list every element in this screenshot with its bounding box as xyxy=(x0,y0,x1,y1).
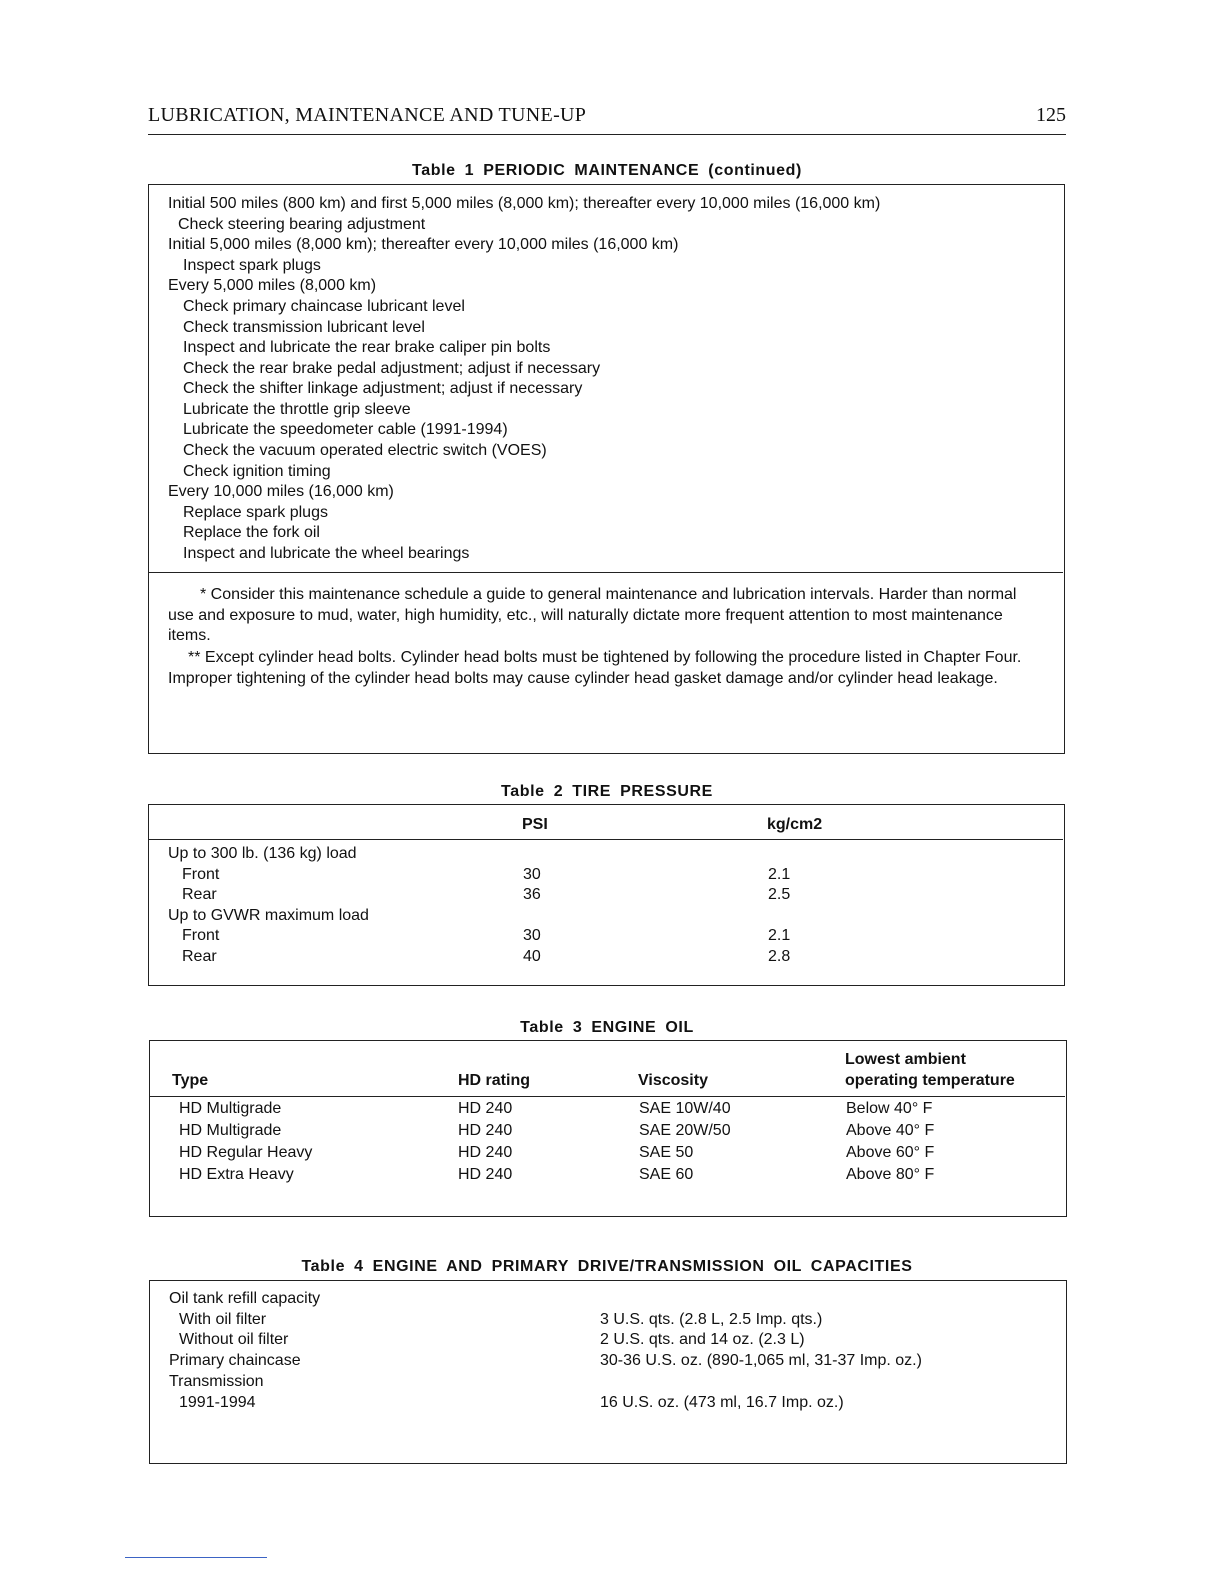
table3-viscosity: SAE 20W/50 xyxy=(639,1122,731,1139)
table3-viscosity: SAE 50 xyxy=(639,1144,694,1161)
table1-line: Initial 500 miles (800 km) and first 5,000 miles (8,000 km); thereafter every 10,000 miles (16,000 km) xyxy=(168,195,881,212)
table3-header-rule xyxy=(150,1096,1065,1097)
table1-line: Check steering bearing adjustment xyxy=(178,216,426,233)
table2-psi-value: 40 xyxy=(523,948,541,965)
table3-viscosity: SAE 60 xyxy=(639,1166,694,1183)
page-number: 125 xyxy=(1036,104,1066,126)
table3-header-type: Type xyxy=(172,1072,209,1089)
table3-header-temp: Lowest ambient xyxy=(845,1051,966,1068)
table1-line: Check ignition timing xyxy=(183,463,331,480)
table2-box xyxy=(148,804,1065,986)
table4-value: 3 U.S. qts. (2.8 L, 2.5 Imp. qts.) xyxy=(600,1311,823,1328)
table1-line: Every 10,000 miles (16,000 km) xyxy=(168,483,394,500)
table2-caption: Table 2 TIRE PRESSURE xyxy=(501,783,713,800)
table1-line: Check primary chaincase lubricant level xyxy=(183,298,465,315)
table3-temp: Above 80° F xyxy=(846,1166,935,1183)
page-header-title: LUBRICATION, MAINTENANCE AND TUNE-UP xyxy=(148,104,587,126)
table4-label: Primary chaincase xyxy=(169,1352,301,1369)
table3-rating: HD 240 xyxy=(458,1144,513,1161)
table2-row-label: Front xyxy=(182,866,220,883)
table2-row-label: Rear xyxy=(182,948,217,965)
table4-label: 1991-1994 xyxy=(179,1394,256,1411)
table2-row-label: Rear xyxy=(182,886,217,903)
table3-type: HD Multigrade xyxy=(179,1122,282,1139)
bottom-rule xyxy=(125,1557,267,1558)
table2-header-psi: PSI xyxy=(522,816,548,833)
table2-row-label: Up to GVWR maximum load xyxy=(168,907,369,924)
table2-header-kgcm2: kg/cm2 xyxy=(767,816,823,833)
table3-temp: Below 40° F xyxy=(846,1100,933,1117)
table2-psi-value: 30 xyxy=(523,927,541,944)
table4-label: With oil filter xyxy=(179,1311,267,1328)
table2-kg-value: 2.1 xyxy=(768,866,791,883)
table1-line: Inspect and lubricate the rear brake caliper pin bolts xyxy=(183,339,551,356)
table2-row-label: Up to 300 lb. (136 kg) load xyxy=(168,845,357,862)
table4-label: Without oil filter xyxy=(179,1331,289,1348)
table1-line: Replace the fork oil xyxy=(183,524,320,541)
table3-type: HD Extra Heavy xyxy=(179,1166,294,1183)
table2-kg-value: 2.8 xyxy=(768,948,791,965)
table1-line: Inspect and lubricate the wheel bearings xyxy=(183,545,470,562)
table1-line: Check transmission lubricant level xyxy=(183,319,425,336)
table4-value: 30-36 U.S. oz. (890-1,065 ml, 31-37 Imp. oz.) xyxy=(600,1352,922,1369)
table4-label: Oil tank refill capacity xyxy=(169,1290,321,1307)
table4-box xyxy=(149,1280,1067,1464)
table2-psi-value: 30 xyxy=(523,866,541,883)
table3-temp: Above 60° F xyxy=(846,1144,935,1161)
table2-kg-value: 2.5 xyxy=(768,886,791,903)
table1-line: Initial 5,000 miles (8,000 km); thereafter every 10,000 miles (16,000 km) xyxy=(168,236,679,253)
table4-label: Transmission xyxy=(169,1373,264,1390)
table3-rating: HD 240 xyxy=(458,1122,513,1139)
table4-caption: Table 4 ENGINE AND PRIMARY DRIVE/TRANSMISSION OIL CAPACITIES xyxy=(301,1258,913,1275)
table1-line: Check the rear brake pedal adjustment; adjust if necessary xyxy=(183,360,601,377)
table1-line: Lubricate the throttle grip sleeve xyxy=(183,401,411,418)
table3-caption: Table 3 ENGINE OIL xyxy=(520,1019,694,1036)
table1-line: Inspect spark plugs xyxy=(183,257,321,274)
table3-header-temp: operating temperature xyxy=(845,1072,1015,1089)
table1-line: Every 5,000 miles (8,000 km) xyxy=(168,277,377,294)
table1-line: Check the shifter linkage adjustment; adjust if necessary xyxy=(183,380,583,397)
table3-header-rating: HD rating xyxy=(458,1072,530,1089)
table1-line: Lubricate the speedometer cable (1991-1994) xyxy=(183,421,508,438)
table2-header-rule xyxy=(149,839,1063,840)
table3-box xyxy=(149,1040,1067,1217)
table1-box xyxy=(148,184,1065,754)
page-header xyxy=(148,104,1066,135)
table3-temp: Above 40° F xyxy=(846,1122,935,1139)
table3-rating: HD 240 xyxy=(458,1166,513,1183)
table3-header-viscosity: Viscosity xyxy=(638,1072,708,1089)
table1-line: Check the vacuum operated electric switch (VOES) xyxy=(183,442,547,459)
table4-value: 16 U.S. oz. (473 ml, 16.7 Imp. oz.) xyxy=(600,1394,844,1411)
table1-footnote: * Consider this maintenance schedule a guide to general maintenance and lubrication intervals. Harder than normal use and exposure to mud, water, high humidity, etc., will naturally dictate more frequent attention to most maintenance items. xyxy=(168,586,1017,645)
table3-rating: HD 240 xyxy=(458,1100,513,1117)
table1-divider xyxy=(149,572,1063,573)
table1-line: Replace spark plugs xyxy=(183,504,328,521)
table3-viscosity: SAE 10W/40 xyxy=(639,1100,731,1117)
table2-psi-value: 36 xyxy=(523,886,541,903)
table3-type: HD Multigrade xyxy=(179,1100,282,1117)
table1-footnote: ** Except cylinder head bolts. Cylinder head bolts must be tightened by following the procedure listed in Chapter Four. Improper tightening of the cylinder head bolts may cause cylinder head gasket damage and/or cylinder head leakage. xyxy=(168,649,1022,687)
table1-caption: Table 1 PERIODIC MAINTENANCE (continued) xyxy=(412,162,802,179)
table2-row-label: Front xyxy=(182,927,220,944)
table2-kg-value: 2.1 xyxy=(768,927,791,944)
table3-type: HD Regular Heavy xyxy=(179,1144,313,1161)
table4-value: 2 U.S. qts. and 14 oz. (2.3 L) xyxy=(600,1331,805,1348)
